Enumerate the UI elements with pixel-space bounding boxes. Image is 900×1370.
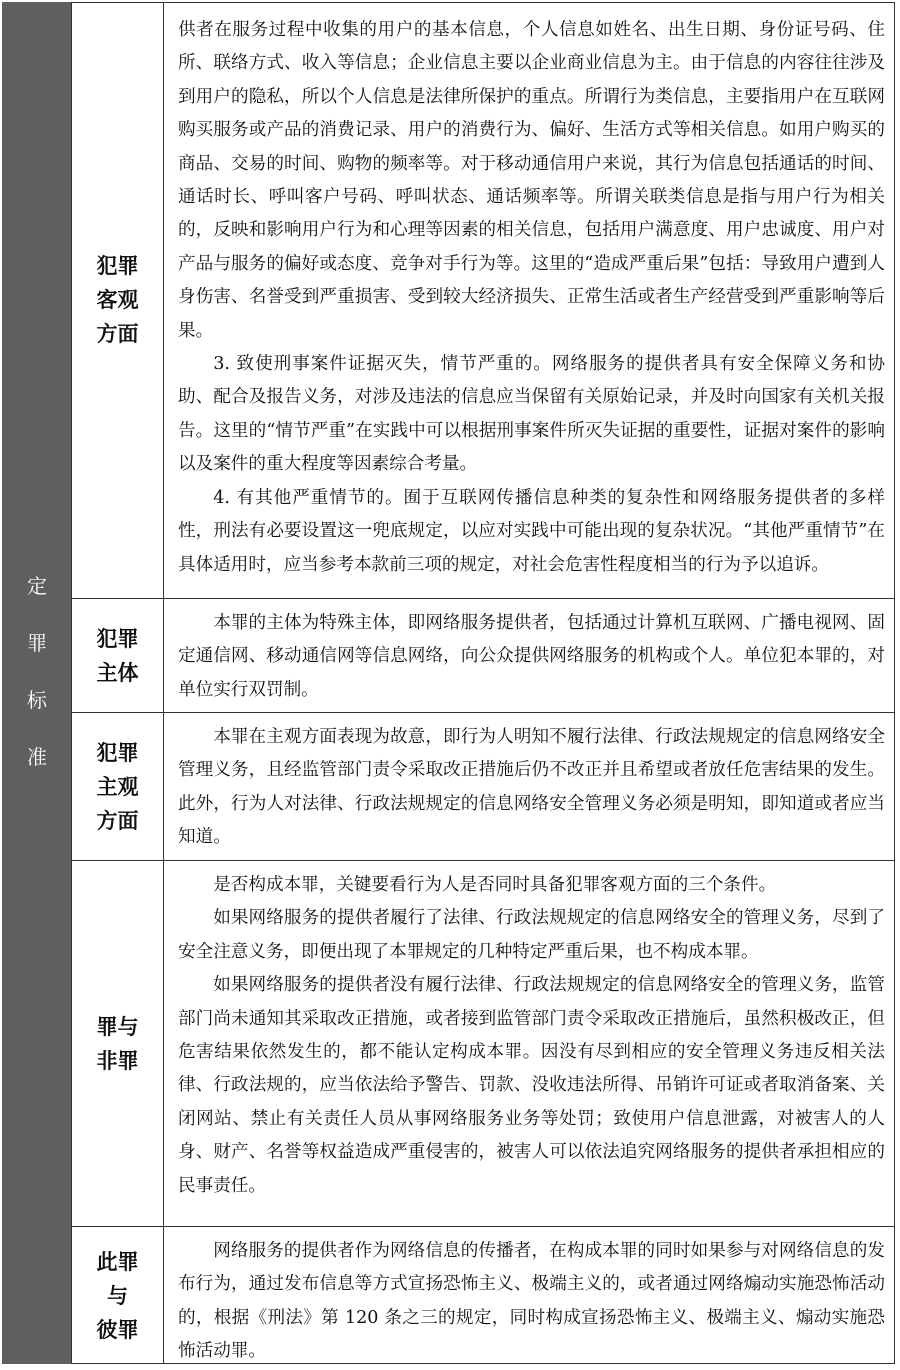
side-label-char: 标 (27, 688, 47, 712)
table-row-this-vs-other (72, 1227, 895, 1364)
side-label-char: 定 (27, 574, 47, 598)
row-content-cell (164, 2, 895, 598)
row-content-cell (164, 713, 895, 860)
row-category-cell (72, 713, 164, 860)
row-category-cell (72, 1227, 164, 1364)
row-content-cell (164, 1227, 895, 1364)
table-row-crime-or-not (72, 861, 895, 1227)
paragraph: 本罪的主体为特殊主体，即网络服务提供者，包括通过计算机互联网、广播电视网、固定通信网、移动通信网等信息网络，向公众提供网络服务的机构或个人。单位犯本罪的，对单位实行双罚制。 (178, 613, 885, 700)
row-category-label: 此罪 与 彼罪 (96, 1249, 139, 1342)
paragraph: 3. 致使刑事案件证据灭失，情节严重的。网络服务的提供者具有安全保障义务和协助、配合及报告义务，对涉及违法的信息应当保留有关原始记录，并及时向国家有关机关报告。这里的“情节严重”在实践中可以根据刑事案件所灭失证据的重要性，证据对案件的影响以及案件的重大程度等因素综合考量。 (178, 354, 885, 475)
table-row-subjective (72, 713, 895, 861)
row-category-label: 犯罪 主观 方面 (96, 740, 139, 833)
side-label-char: 罪 (27, 631, 47, 655)
table-row-objective (72, 2, 895, 599)
side-column (2, 2, 72, 1364)
row-category-cell (72, 599, 164, 712)
row-content-cell (164, 599, 895, 712)
paragraph: 如果网络服务的提供者履行了法律、行政法规规定的信息网络安全的管理义务，尽到了安全注意义务，即便出现了本罪规定的几种特定严重后果，也不构成本罪。 (178, 908, 885, 962)
paragraph: 如果网络服务的提供者没有履行法律、行政法规规定的信息网络安全的管理义务，监管部门尚未通知其采取改正措施，或者接到监管部门责令采取改正措施后，虽然积极改正，但危害结果依然发生的，都不能认定构成本罪。因没有尽到相应的安全管理义务违反相关法律、行政法规的，应当依法给予警告、罚款、没收违法所得、吊销许可证或者取消备案、关闭网站、禁止有关责任人员从事网络服务业务等处罚；致使用户信息泄露，对被害人的人身、财产、名誉等权益造成严重侵害的，被害人可以依法追究网络服务的提供者承担相应的民事责任。 (178, 975, 885, 1196)
row-content-cell (164, 861, 895, 1226)
paragraph: 网络服务的提供者作为网络信息的传播者，在构成本罪的同时如果参与对网络信息的发布行为，通过发布信息等方式宣扬恐怖主义、极端主义的，或者通过网络煽动实施恐怖活动的，根据《刑法》第 120 条之三的规定，同时构成宣扬恐怖主义、极端主义、煽动实施恐怖活动罪。 (178, 1241, 885, 1362)
paragraph: 本罪在主观方面表现为故意，即行为人明知不履行法律、行政法规规定的信息网络安全管理义务，且经监管部门责令采取改正措施后仍不改正并且希望或者放任危害结果的发生。此外，行为人对法律、行政法规规定的信息网络安全管理义务必须是明知，即知道或者应当知道。 (178, 727, 885, 848)
paragraph: 是否构成本罪，关键要看行为人是否同时具备犯罪客观方面的三个条件。 (213, 875, 777, 895)
paragraph: 供者在服务过程中收集的用户的基本信息，个人信息如姓名、出生日期、身份证号码、住所、联络方式、收入等信息；企业信息主要以企业商业信息为主。由于信息的内容往往涉及到用户的隐私，所以个人信息是法律所保护的重点。所谓行为类信息，主要指用户在互联网购买服务或产品的消费记录、用户的消费行为、偏好、生活方式等相关信息。如用户购买的商品、交易的时间、购物的频率等。对于移动通信用户来说，其行为信息包括通话的时间、通话时长、呼叫客户号码、呼叫状态、通话频率等。所谓关联类信息是指与用户行为相关的，反映和影响用户行为和心理等因素的相关信息，包括用户满意度、用户忠诚度、用户对产品与服务的偏好或态度、竞争对手行为等。这里的“造成严重后果”包括：导致用户遭到人身伤害、名誉受到严重损害、受到较大经济损失、正常生活或者生产经营受到严重影响等后果。 (178, 20, 885, 341)
row-category-cell (72, 861, 164, 1226)
row-category-label: 犯罪 客观 方面 (96, 254, 139, 346)
table-row-subject (72, 599, 895, 713)
row-category-label: 犯罪 主体 (96, 626, 139, 685)
row-category-cell (72, 2, 164, 598)
side-label-char: 准 (27, 745, 47, 769)
paragraph: 4. 有其他严重情节的。囿于互联网传播信息种类的复杂性和网络服务提供者的多样性，刑法有必要设置这一兜底规定，以应对实践中可能出现的复杂状况。“其他严重情节”在具体适用时，应当参考本款前三项的规定，对社会危害性程度相当的行为予以追诉。 (178, 487, 885, 575)
row-category-label: 罪与 非罪 (96, 1014, 139, 1073)
